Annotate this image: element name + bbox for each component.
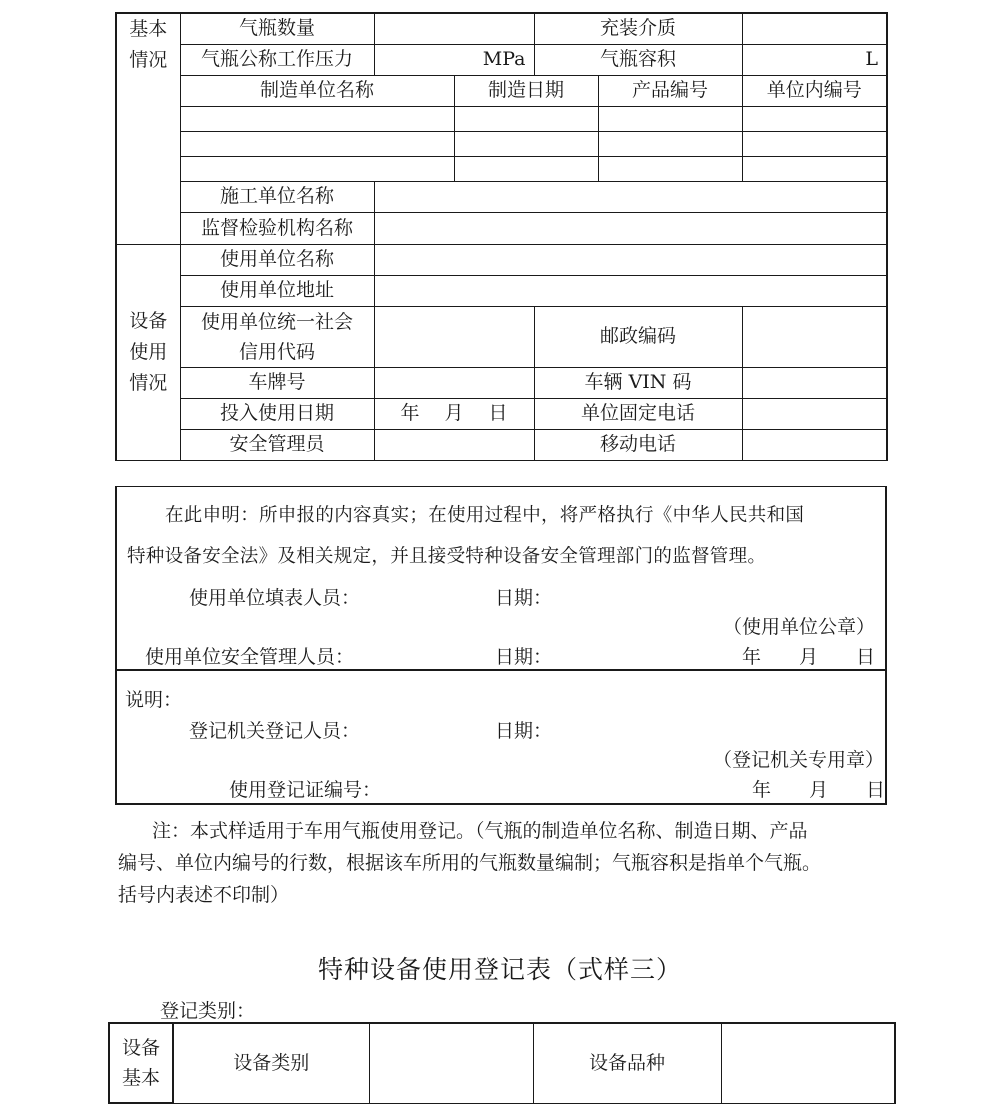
start-date-label: 投入使用日期 [180, 398, 374, 429]
volume-field[interactable]: L [742, 44, 887, 75]
form3-title: 特种设备使用登记表（式样三） [317, 955, 682, 984]
user-name-label: 使用单位名称 [180, 244, 374, 275]
table-cell[interactable] [180, 156, 454, 181]
col-manufacturer: 制造单位名称 [180, 75, 454, 106]
postal-code-field[interactable] [742, 306, 887, 367]
credit-code-label: 使用单位统一社会 信用代码 [180, 306, 374, 367]
form3-table [108, 1022, 896, 1104]
form3-section-label: 设备 基本 [109, 1023, 173, 1103]
plate-no-field[interactable] [374, 367, 534, 398]
cylinder-volume-label: 气瓶容积 [534, 44, 742, 75]
start-date-field[interactable]: 年 月 日 [374, 398, 534, 429]
installer-field[interactable] [374, 181, 887, 212]
table-cell[interactable] [598, 156, 742, 181]
inspection-org-field[interactable] [374, 212, 887, 244]
safety-manager-label: 安全管理员 [180, 429, 374, 460]
col-manufacture-date: 制造日期 [454, 75, 598, 106]
registrar-date-label: 日期： [495, 720, 553, 742]
vin-field[interactable] [742, 367, 887, 398]
equipment-type-field[interactable] [369, 1023, 533, 1103]
remarks-box [115, 669, 887, 805]
note-line-2: 编号、单位内编号的行数，根据该车所用的气瓶数量编制；气瓶容积是指单个气瓶。 [118, 852, 822, 874]
table-cell[interactable] [180, 106, 454, 131]
user-name-field[interactable] [374, 244, 887, 275]
fill-medium-label: 充装介质 [534, 13, 742, 44]
pressure-field[interactable]: MPa [374, 44, 534, 75]
table-cell[interactable] [454, 131, 598, 156]
credit-code-field[interactable] [374, 306, 534, 367]
safety-date-label: 日期： [495, 646, 553, 668]
fill-medium-field[interactable] [742, 13, 887, 44]
safety-manager-field[interactable] [374, 429, 534, 460]
equipment-type-label: 设备类别 [173, 1023, 369, 1103]
authority-seal-label: （登记机关专用章） [713, 749, 885, 771]
table-cell[interactable] [598, 131, 742, 156]
cert-no-label: 使用登记证编号： [229, 779, 382, 801]
equipment-variety-label: 设备品种 [533, 1023, 721, 1103]
registrar-label: 登记机关登记人员： [189, 720, 361, 742]
landline-label: 单位固定电话 [534, 398, 742, 429]
installer-label: 施工单位名称 [180, 181, 374, 212]
registration-category-label: 登记类别： [160, 1000, 256, 1022]
mobile-field[interactable] [742, 429, 887, 460]
note-paragraph [118, 815, 888, 911]
col-internal-no: 单位内编号 [742, 75, 887, 106]
table-cell[interactable] [742, 131, 887, 156]
mobile-label: 移动电话 [534, 429, 742, 460]
note-line-3: 括号内表述不印制） [118, 884, 290, 906]
declaration-box [115, 486, 887, 671]
table-cell[interactable] [742, 106, 887, 131]
equipment-variety-field[interactable] [721, 1023, 895, 1103]
vin-label: 车辆 VIN 码 [534, 367, 742, 398]
table-cell[interactable] [454, 106, 598, 131]
registration-table [115, 12, 888, 461]
user-address-label: 使用单位地址 [180, 275, 374, 306]
table-cell[interactable] [742, 156, 887, 181]
table-cell[interactable] [454, 156, 598, 181]
postal-code-label: 邮政编码 [534, 306, 742, 367]
declaration-line-2: 特种设备安全法》及相关规定，并且接受特种设备安全管理部门的监督管理。 [127, 546, 767, 567]
note-line-1: 注：本式样适用于车用气瓶使用登记。（气瓶的制造单位名称、制造日期、产品 [152, 820, 808, 842]
table-cell[interactable] [598, 106, 742, 131]
cylinder-count-label: 气瓶数量 [180, 13, 374, 44]
cylinder-count-field[interactable] [374, 13, 534, 44]
usage-section-label: 设备 使用 情况 [116, 244, 180, 460]
remarks-ymd: 年 月 日 [752, 779, 886, 801]
user-seal-label: （使用单位公章） [723, 616, 876, 638]
landline-field[interactable] [742, 398, 887, 429]
remarks-label: 说明： [125, 689, 183, 711]
filler-date-label: 日期： [495, 587, 553, 609]
filler-label: 使用单位填表人员： [189, 587, 361, 609]
declaration-ymd: 年 月 日 [742, 646, 876, 668]
nominal-pressure-label: 气瓶公称工作压力 [180, 44, 374, 75]
col-product-no: 产品编号 [598, 75, 742, 106]
user-address-field[interactable] [374, 275, 887, 306]
basic-section-label: 基本 情况 [116, 13, 180, 244]
safety-person-label: 使用单位安全管理人员： [145, 646, 355, 668]
inspection-org-label: 监督检验机构名称 [180, 212, 374, 244]
declaration-line-1: 在此申明：所申报的内容真实；在使用过程中，将严格执行《中华人民共和国 [165, 505, 805, 526]
table-cell[interactable] [180, 131, 454, 156]
plate-no-label: 车牌号 [180, 367, 374, 398]
